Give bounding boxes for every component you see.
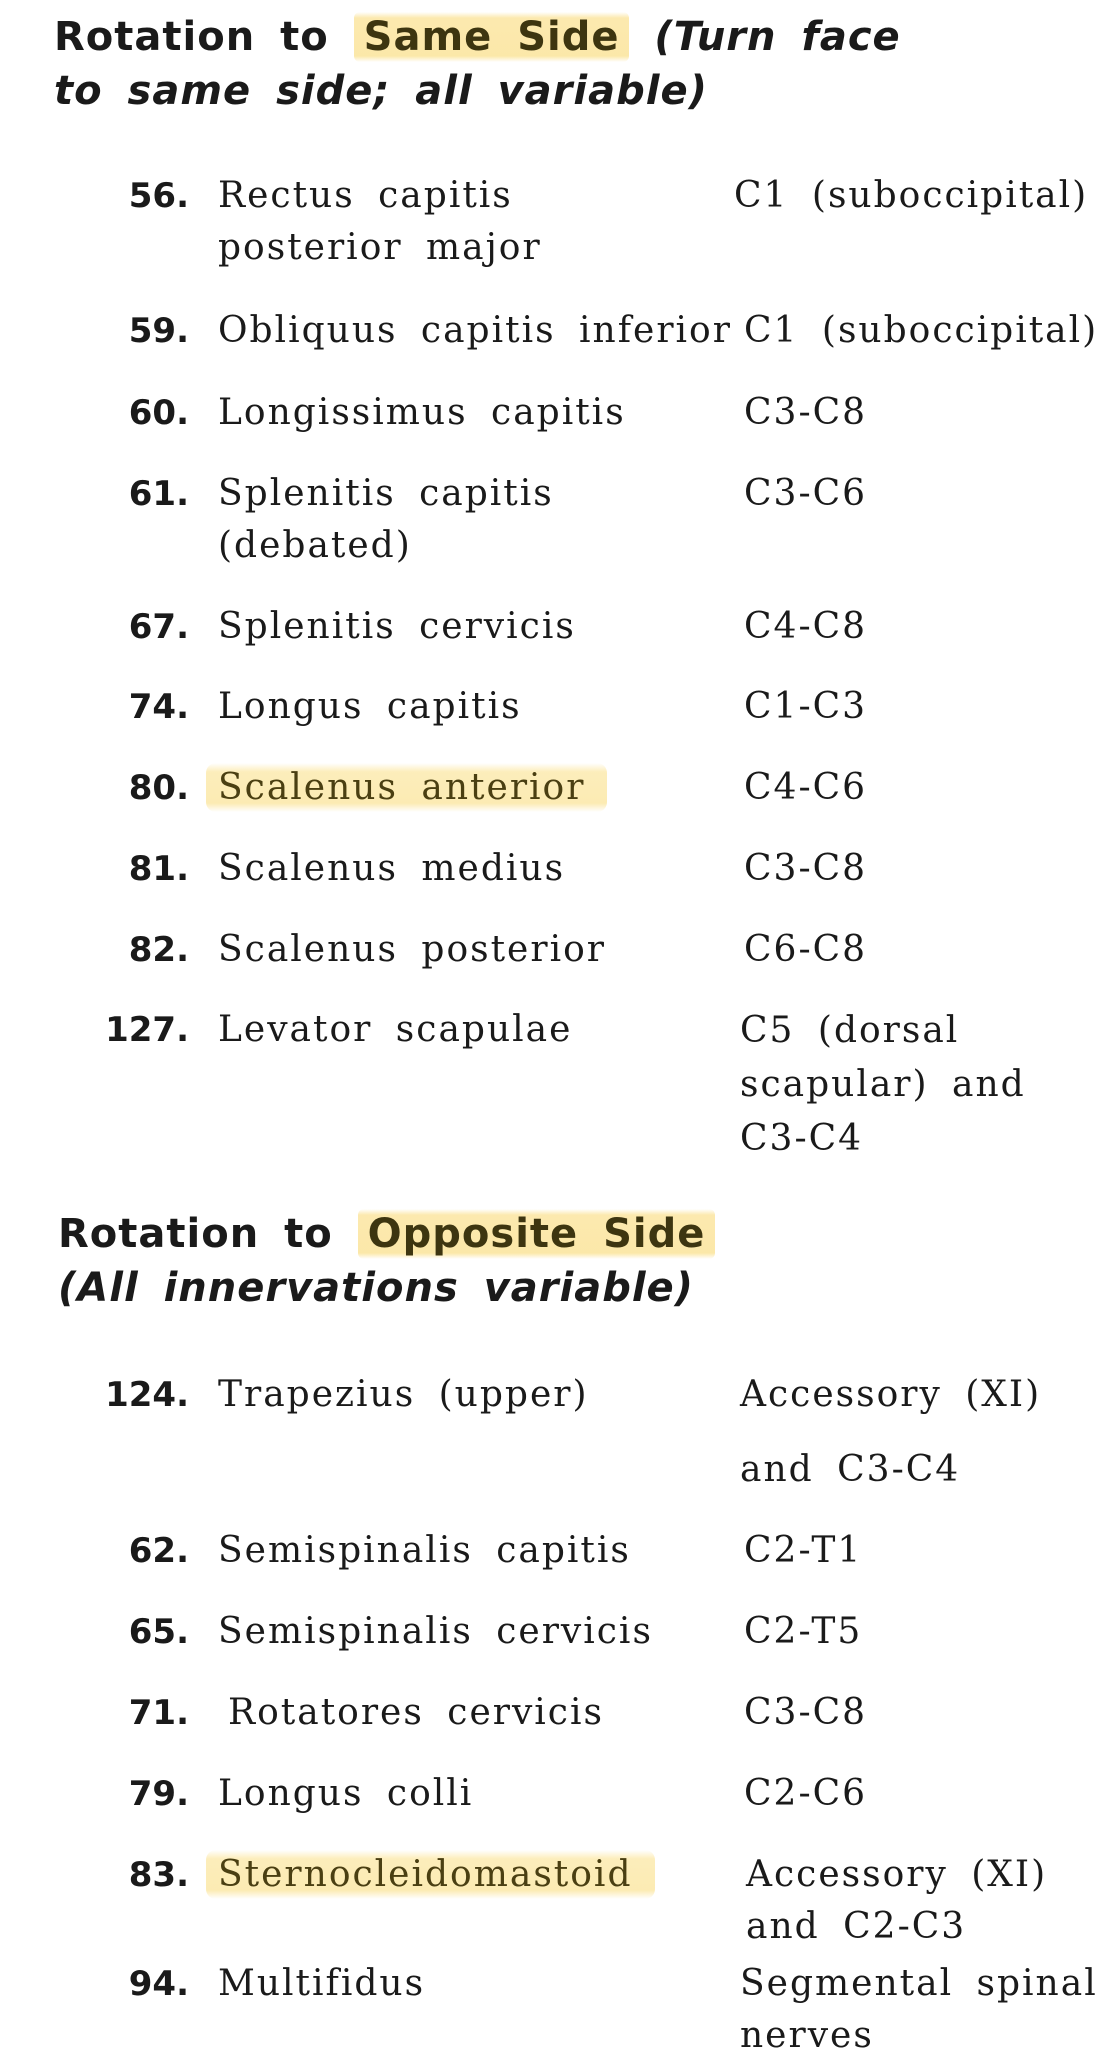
muscle-number: 65.	[128, 1612, 189, 1652]
muscle-name: Semispinalis capitis	[218, 1530, 631, 1571]
muscle-innervation: Accessory (XI) and C2-C3	[746, 1854, 1048, 1947]
heading-line2: (All innervations variable)	[58, 1265, 694, 1311]
muscle-name: Scalenus medius	[218, 848, 566, 889]
muscle-number: 81.	[128, 849, 189, 889]
muscle-name: Trapezius (upper)	[218, 1374, 589, 1415]
muscle-name: Longus colli	[218, 1773, 474, 1814]
muscle-name: Longissimus capitis	[218, 392, 626, 433]
muscle-innervation: C6-C8	[744, 929, 868, 970]
muscle-number: 127.	[105, 1010, 189, 1050]
section-heading-same-side	[54, 10, 901, 118]
highlight-marker: Scalenus anterior	[206, 763, 607, 812]
muscle-name: Longus capitis	[218, 686, 522, 727]
heading-highlight: Opposite Side	[358, 1209, 716, 1259]
heading-highlight: Same Side	[354, 12, 630, 62]
muscle-number: 124.	[105, 1375, 189, 1415]
heading-line2: to same side; all variable)	[54, 68, 708, 114]
muscle-innervation: C4-C6	[744, 767, 868, 808]
muscle-number: 62.	[128, 1531, 189, 1571]
muscle-innervation: C1 (suboccipital)	[734, 175, 1089, 216]
muscle-number: 60.	[128, 393, 189, 433]
muscle-innervation: Accessory (XI)	[740, 1374, 1042, 1415]
muscle-name: Scalenus posterior	[218, 929, 606, 970]
muscle-innervation: C3-C8	[744, 848, 868, 889]
heading-prefix: Rotation to	[58, 1211, 333, 1257]
muscle-number: 83.	[128, 1855, 189, 1895]
muscle-innervation: C1-C3	[744, 686, 868, 727]
highlight-marker: Sternocleidomastoid	[206, 1850, 655, 1899]
muscle-name: Splenitis cervicis	[218, 606, 576, 647]
muscle-name	[218, 762, 718, 814]
muscle-name: Rectus capitis posterior major	[218, 175, 542, 268]
muscle-number: 56.	[128, 176, 189, 216]
muscle-innervation: C5 (dorsal scapular) and C3-C4	[740, 1010, 1026, 1159]
muscle-number: 80.	[128, 768, 189, 808]
muscle-number: 94.	[128, 1964, 189, 2004]
muscle-name: Rotatores cervicis	[228, 1692, 604, 1733]
muscle-innervation: Segmental spinal nerves	[740, 1963, 1098, 2056]
muscle-innervation-cont: and C3-C4	[740, 1449, 961, 1490]
muscle-innervation: C2-T1	[744, 1530, 863, 1571]
muscle-number: 71.	[128, 1693, 189, 1733]
muscle-number: 82.	[128, 930, 189, 970]
muscle-number: 79.	[128, 1774, 189, 1814]
muscle-innervation: C3-C8	[744, 1692, 868, 1733]
muscle-name	[218, 1849, 718, 1901]
heading-suffix: (Turn face	[654, 14, 901, 60]
muscle-name: Splenitis capitis (debated)	[218, 473, 554, 566]
muscle-innervation: C3-C6	[744, 473, 868, 514]
muscle-name: Levator scapulae	[218, 1009, 573, 1050]
muscle-innervation: C3-C8	[744, 392, 868, 433]
muscle-innervation: C4-C8	[744, 606, 868, 647]
muscle-number: 59.	[128, 311, 189, 351]
muscle-number: 61.	[128, 474, 189, 514]
section-heading-opposite-side	[58, 1207, 715, 1315]
muscle-name: Multifidus	[218, 1963, 426, 2004]
muscle-number: 67.	[128, 607, 189, 647]
heading-prefix: Rotation to	[54, 14, 329, 60]
muscle-number: 74.	[128, 687, 189, 727]
muscle-name: Obliquus capitis inferior	[218, 310, 732, 351]
muscle-innervation: C2-C6	[744, 1773, 868, 1814]
muscle-innervation: C2-T5	[744, 1611, 863, 1652]
muscle-name: Semispinalis cervicis	[218, 1611, 653, 1652]
muscle-innervation: C1 (suboccipital)	[744, 310, 1099, 351]
